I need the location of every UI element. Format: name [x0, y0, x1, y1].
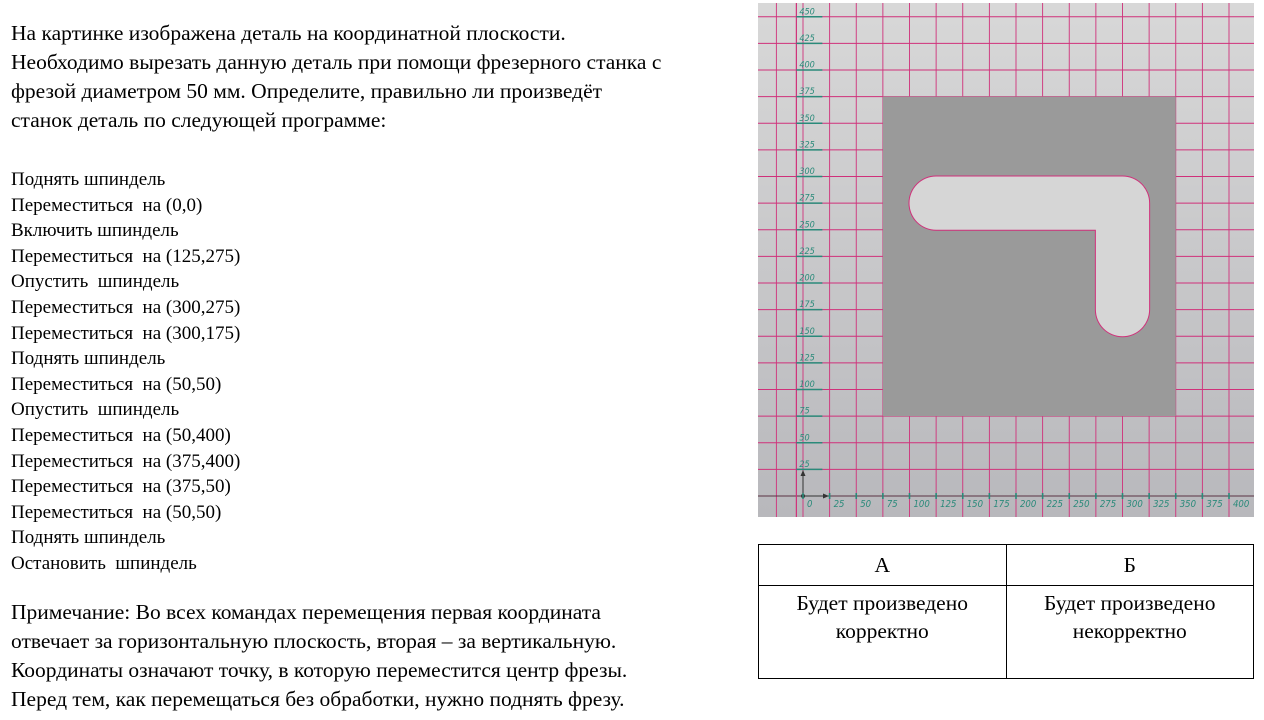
y-tick-label: 25: [799, 459, 810, 470]
program-listing: [11, 167, 411, 577]
program-line: Поднять шпиндель: [11, 527, 166, 549]
coordinate-plane-diagram: [758, 3, 1254, 517]
y-tick-label: 400: [799, 60, 815, 71]
program-line: Опустить шпиндель: [11, 271, 180, 293]
x-tick-label: 275: [1099, 499, 1117, 510]
program-line: Включить шпиндель: [11, 220, 179, 242]
y-tick-label: 325: [799, 140, 815, 151]
x-tick-label: 400: [1233, 499, 1250, 510]
program-line: Переместиться на (375,50): [11, 476, 231, 498]
program-line: Переместиться на (125,275): [11, 245, 241, 267]
y-tick-label: 75: [799, 406, 810, 417]
note-line: отвечает за горизонтальную плоскость, вторая – за вертикальную.: [11, 629, 617, 653]
x-tick-label: 25: [833, 499, 845, 510]
answer-a-text: Будет произведено: [796, 591, 968, 615]
answer-a-header[interactable]: А: [759, 545, 1007, 586]
answer-a-cell[interactable]: [759, 586, 1007, 679]
x-tick-label: 150: [966, 499, 984, 510]
program-line: Переместиться на (50,400): [11, 424, 231, 446]
x-tick-label: 250: [1073, 499, 1090, 510]
answer-table: [758, 544, 1254, 679]
x-tick-label: 125: [940, 499, 957, 510]
y-tick-label: 175: [799, 300, 815, 311]
y-tick-label: 275: [799, 193, 815, 204]
y-tick-label: 375: [799, 87, 815, 98]
program-line: Опустить шпиндель: [11, 399, 180, 421]
x-tick-label: 50: [860, 499, 872, 510]
note-line: Перед тем, как перемещаться без обработки, нужно поднять фрезу.: [11, 687, 625, 711]
task-note: [11, 598, 751, 714]
intro-line: станок деталь по следующей программе:: [11, 108, 387, 132]
intro-line: фрезой диаметром 50 мм. Определите, правильно ли произведёт: [11, 79, 603, 103]
answer-b-text: некорректно: [1072, 619, 1187, 643]
x-tick-label: 325: [1153, 499, 1170, 510]
answer-b-cell[interactable]: [1006, 586, 1254, 679]
program-line: Переместиться на (50,50): [11, 373, 222, 395]
y-tick-label: 100: [799, 380, 815, 390]
x-tick-label: 0: [807, 499, 813, 510]
x-tick-label: 200: [1020, 499, 1037, 510]
y-tick-label: 50: [799, 433, 810, 444]
answer-b-header[interactable]: Б: [1006, 545, 1254, 586]
y-tick-label: 200: [799, 273, 815, 284]
x-tick-label: 175: [993, 499, 1010, 510]
note-line: Координаты означают точку, в которую переместится центр фрезы.: [11, 658, 628, 682]
y-tick-label: 425: [799, 33, 815, 44]
y-tick-label: 125: [799, 353, 815, 364]
program-line: Поднять шпиндель: [11, 169, 166, 190]
x-tick-label: 350: [1179, 499, 1197, 510]
part-shape: [883, 97, 1176, 417]
program-line: Переместиться на (300,275): [11, 296, 241, 318]
y-tick-label: 225: [799, 246, 815, 257]
x-tick-label: 100: [913, 499, 930, 510]
y-tick-label: 150: [799, 326, 815, 337]
program-line: Поднять шпиндель: [11, 348, 166, 370]
intro-line: Необходимо вырезать данную деталь при помощи фрезерного станка с: [11, 50, 662, 74]
x-tick-label: 225: [1046, 499, 1063, 510]
program-line: Переместиться на (50,50): [11, 501, 222, 523]
y-tick-label: 350: [799, 113, 815, 124]
task-intro: [11, 19, 751, 135]
note-line: Примечание: Во всех командах перемещения первая координата: [11, 600, 601, 624]
x-tick-label: 75: [886, 499, 898, 510]
program-line: Переместиться на (300,175): [11, 322, 241, 344]
y-tick-label: 300: [799, 167, 815, 177]
answer-a-text: корректно: [835, 619, 929, 643]
program-line: Переместиться на (0,0): [11, 194, 203, 216]
program-line: Переместиться на (375,400): [11, 450, 241, 472]
y-tick-label: 450: [799, 7, 815, 18]
y-tick-label: 250: [799, 220, 815, 231]
program-line: Остановить шпиндель: [11, 552, 197, 574]
intro-line: На картинке изображена деталь на координатной плоскости.: [11, 21, 566, 45]
x-tick-label: 375: [1206, 499, 1223, 510]
answer-b-text: Будет произведено: [1044, 591, 1216, 615]
x-tick-label: 300: [1126, 499, 1143, 510]
